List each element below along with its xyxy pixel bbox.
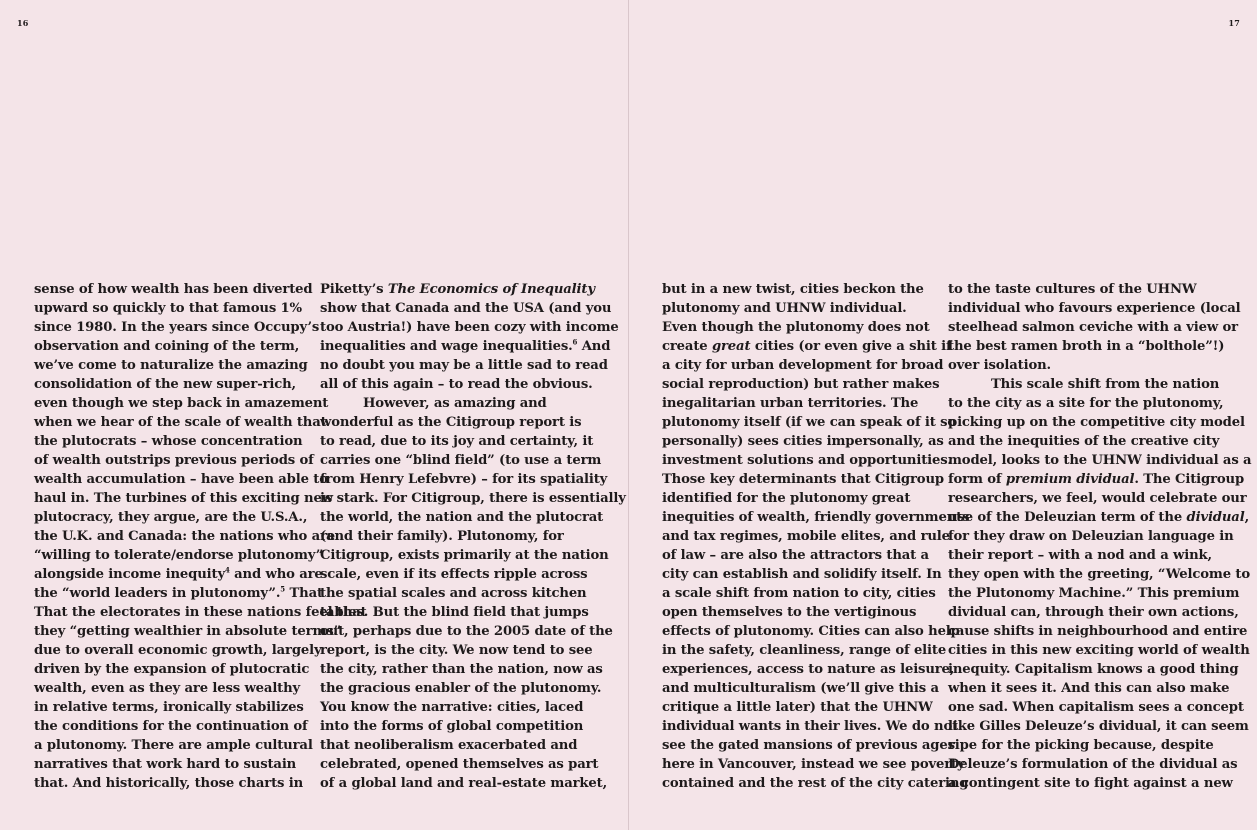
- text-line: their report – with a nod and a wink,: [948, 548, 1212, 563]
- text-line: even though we step back in amazement: [34, 396, 329, 411]
- text-line: a contingent site to fight against a new: [948, 776, 1233, 791]
- text-line: the spatial scales and across kitchen: [320, 586, 587, 601]
- text-line: narratives that work hard to sustain: [34, 757, 297, 772]
- line-part: inequalities and wage inequalities.: [320, 339, 573, 354]
- text-line: the plutocrats – whose concentration: [34, 434, 303, 449]
- text-line: individual who favours experience (local: [948, 301, 1241, 316]
- text-column-2: [320, 280, 626, 793]
- text-line: [320, 280, 596, 299]
- text-line: driven by the expansion of plutocratic: [34, 662, 310, 677]
- text-line: scale, even if its effects ripple across: [320, 567, 588, 582]
- text-line: the world, the nation and the plutocrat: [320, 510, 604, 525]
- text-line: of a global land and real-estate market,: [320, 776, 608, 791]
- text-line: and the inequities of the creative city: [948, 434, 1220, 449]
- text-line: a city for urban development for broad: [662, 358, 944, 373]
- text-line: experiences, access to nature as leisure,: [662, 662, 955, 677]
- text-line: That the electorates in these nations feel that: [34, 605, 367, 620]
- text-line: cities in this new exciting world of wealth: [948, 643, 1250, 658]
- line-part: and who are: [229, 567, 323, 582]
- text-line: inequity. Capitalism knows a good thing: [948, 662, 1239, 677]
- text-line: into the forms of global competition: [320, 719, 584, 734]
- text-line: effects of plutonomy. Cities can also help: [662, 624, 960, 639]
- text-line: [948, 508, 1250, 527]
- text-line: to the taste cultures of the UHNW: [948, 282, 1197, 297]
- text-line: when we hear of the scale of wealth that: [34, 415, 327, 430]
- text-line: (and their family). Plutonomy, for: [320, 529, 564, 544]
- text-line: city can establish and solidify itself. In: [662, 567, 942, 582]
- text-line: ripe for the picking because, despite: [948, 738, 1214, 753]
- line-part: create: [662, 339, 712, 354]
- text-line: that neoliberalism exacerbated and: [320, 738, 578, 753]
- text-line: plutonomy and UHNW individual.: [662, 301, 907, 316]
- text-line: [34, 584, 323, 603]
- text-line: researchers, we feel, would celebrate our: [948, 491, 1247, 506]
- text-line: tables. But the blind field that jumps: [320, 605, 589, 620]
- text-line: over isolation.: [948, 358, 1051, 373]
- text-line: report, is the city. We now tend to see: [320, 643, 593, 658]
- text-line: plutonomy itself (if we can speak of it so: [662, 415, 957, 430]
- text-line: Citigroup, exists primarily at the nation: [320, 548, 609, 563]
- text-line: see the gated mansions of previous ages: [662, 738, 955, 753]
- emphasis: dividual: [1186, 510, 1245, 525]
- text-line: wealth accumulation – have been able to: [34, 472, 328, 487]
- text-line: carries one “blind field” (to use a term: [320, 453, 602, 468]
- text-line: no doubt you may be a little sad to read: [320, 358, 608, 373]
- text-line: in the safety, cleanliness, range of elite: [662, 643, 947, 658]
- text-line: upward so quickly to that famous 1%: [34, 301, 302, 316]
- text-line: celebrated, opened themselves as part: [320, 757, 599, 772]
- text-line: “willing to tolerate/endorse plutonomy”: [34, 548, 324, 563]
- text-line: [34, 565, 323, 584]
- footnote-ref-6[interactable]: 6: [572, 337, 578, 347]
- text-line: that. And historically, those charts in: [34, 776, 304, 791]
- text-line: Even though the plutonomy does not: [662, 320, 930, 335]
- text-line: open themselves to the vertiginous: [662, 605, 917, 620]
- text-line: social reproduction) but rather makes: [662, 377, 940, 392]
- text-line: wealth, even as they are less wealthy: [34, 681, 301, 696]
- footnote-ref-5[interactable]: 5: [280, 584, 286, 594]
- text-line: contained and the rest of the city catering: [662, 776, 969, 791]
- text-line: in relative terms, ironically stabilizes: [34, 700, 304, 715]
- text-line: picking up on the competitive city model: [948, 415, 1245, 430]
- line-part: the “world leaders in plutonomy”.: [34, 586, 281, 601]
- text-line: inegalitarian urban territories. The: [662, 396, 919, 411]
- right-page: [629, 0, 1257, 830]
- text-line: to the city as a site for the plutonomy,: [948, 396, 1224, 411]
- book-title: The Economics of Inequality: [387, 282, 595, 297]
- text-line: sense of how wealth has been diverted: [34, 282, 313, 297]
- emphasis: great: [711, 339, 751, 354]
- text-line: inequities of wealth, friendly governments: [662, 510, 970, 525]
- line-part: Piketty’s: [320, 282, 388, 297]
- text-line: You know the narrative: cities, laced: [320, 700, 584, 715]
- text-line: they “getting wealthier in absolute terms”: [34, 624, 341, 639]
- text-line: from Henry Lefebvre) – for its spatiality: [320, 472, 608, 487]
- text-line: the U.K. and Canada: the nations who are: [34, 529, 336, 544]
- text-column-4: [948, 280, 1252, 793]
- text-line: the best ramen broth in a “bolthole”!): [948, 339, 1225, 354]
- text-line: but in a new twist, cities beckon the: [662, 282, 924, 297]
- text-line: [662, 337, 952, 356]
- text-line: This scale shift from the nation: [991, 377, 1220, 392]
- text-line: Those key determinants that Citigroup: [662, 472, 944, 487]
- text-line: show that Canada and the USA (and you: [320, 301, 612, 316]
- text-line: personally) sees cities impersonally, as: [662, 434, 944, 449]
- line-part: alongside income inequity: [34, 567, 225, 582]
- text-line: due to overall economic growth, largely: [34, 643, 322, 658]
- text-line: for they draw on Deleuzian language in: [948, 529, 1234, 544]
- line-part: . The Citigroup: [1134, 472, 1245, 487]
- line-part: ,: [1244, 510, 1250, 525]
- line-part: And: [577, 339, 611, 354]
- text-line: critique a little later) that the UHNW: [662, 700, 933, 715]
- text-line: identified for the plutonomy great: [662, 491, 911, 506]
- text-line: and multiculturalism (we’ll give this a: [662, 681, 939, 696]
- text-line: haul in. The turbines of this exciting new: [34, 491, 333, 506]
- text-line: wonderful as the Citigroup report is: [320, 415, 582, 430]
- text-line: out, perhaps due to the 2005 date of the: [320, 624, 613, 639]
- text-line: the gracious enabler of the plutonomy.: [320, 681, 602, 696]
- text-line: they open with the greeting, “Welcome to: [948, 567, 1250, 582]
- text-line: consolidation of the new super-rich,: [34, 377, 296, 392]
- footnote-ref-4[interactable]: 4: [224, 565, 230, 575]
- text-line: observation and coining of the term,: [34, 339, 300, 354]
- text-line: of law – are also the attractors that a: [662, 548, 929, 563]
- text-line: a scale shift from nation to city, cities: [662, 586, 936, 601]
- text-line: of wealth outstrips previous periods of: [34, 453, 314, 468]
- text-line: steelhead salmon ceviche with a view or: [948, 320, 1238, 335]
- text-line: the Plutonomy Machine.” This premium: [948, 586, 1240, 601]
- emphasis: premium dividual: [1005, 472, 1135, 487]
- text-line: However, as amazing and: [363, 396, 547, 411]
- text-line: too Austria!) have been cozy with income: [320, 320, 619, 335]
- text-line: [320, 337, 611, 356]
- text-line: we’ve come to naturalize the amazing: [34, 358, 308, 373]
- text-column-3: [662, 280, 970, 793]
- page-number-right: 17: [1228, 18, 1240, 28]
- text-line: a plutonomy. There are ample cultural: [34, 738, 313, 753]
- left-page: [0, 0, 628, 830]
- line-part: cities (or even give a shit if: [750, 339, 952, 354]
- text-line: the city, rather than the nation, now as: [320, 662, 603, 677]
- page-number-left: 16: [17, 18, 29, 28]
- text-line: plutocracy, they argue, are the U.S.A.,: [34, 510, 308, 525]
- text-line: is stark. For Citigroup, there is essentially: [320, 491, 626, 506]
- text-line: cause shifts in neighbourhood and entire: [948, 624, 1248, 639]
- text-line: [948, 470, 1245, 489]
- text-line: like Gilles Deleuze’s dividual, it can seem: [948, 719, 1249, 734]
- text-line: individual wants in their lives. We do not: [662, 719, 959, 734]
- text-line: the conditions for the continuation of: [34, 719, 308, 734]
- text-line: and tax regimes, mobile elites, and rule: [662, 529, 950, 544]
- text-line: investment solutions and opportunities.: [662, 453, 952, 468]
- line-part: form of: [948, 472, 1006, 487]
- text-line: since 1980. In the years since Occupy’s: [34, 320, 320, 335]
- text-line: one sad. When capitalism sees a concept: [948, 700, 1244, 715]
- text-line: model, looks to the UHNW individual as a: [948, 453, 1252, 468]
- text-line: here in Vancouver, instead we see poverty: [662, 757, 965, 772]
- text-line: all of this again – to read the obvious.: [320, 377, 593, 392]
- line-part: That: [285, 586, 323, 601]
- text-line: when it sees it. And this can also make: [948, 681, 1230, 696]
- text-line: Deleuze’s formulation of the dividual as: [948, 757, 1238, 772]
- text-line: dividual can, through their own actions,: [948, 605, 1239, 620]
- line-part: use of the Deleuzian term of the: [948, 510, 1187, 525]
- text-line: to read, due to its joy and certainty, it: [320, 434, 594, 449]
